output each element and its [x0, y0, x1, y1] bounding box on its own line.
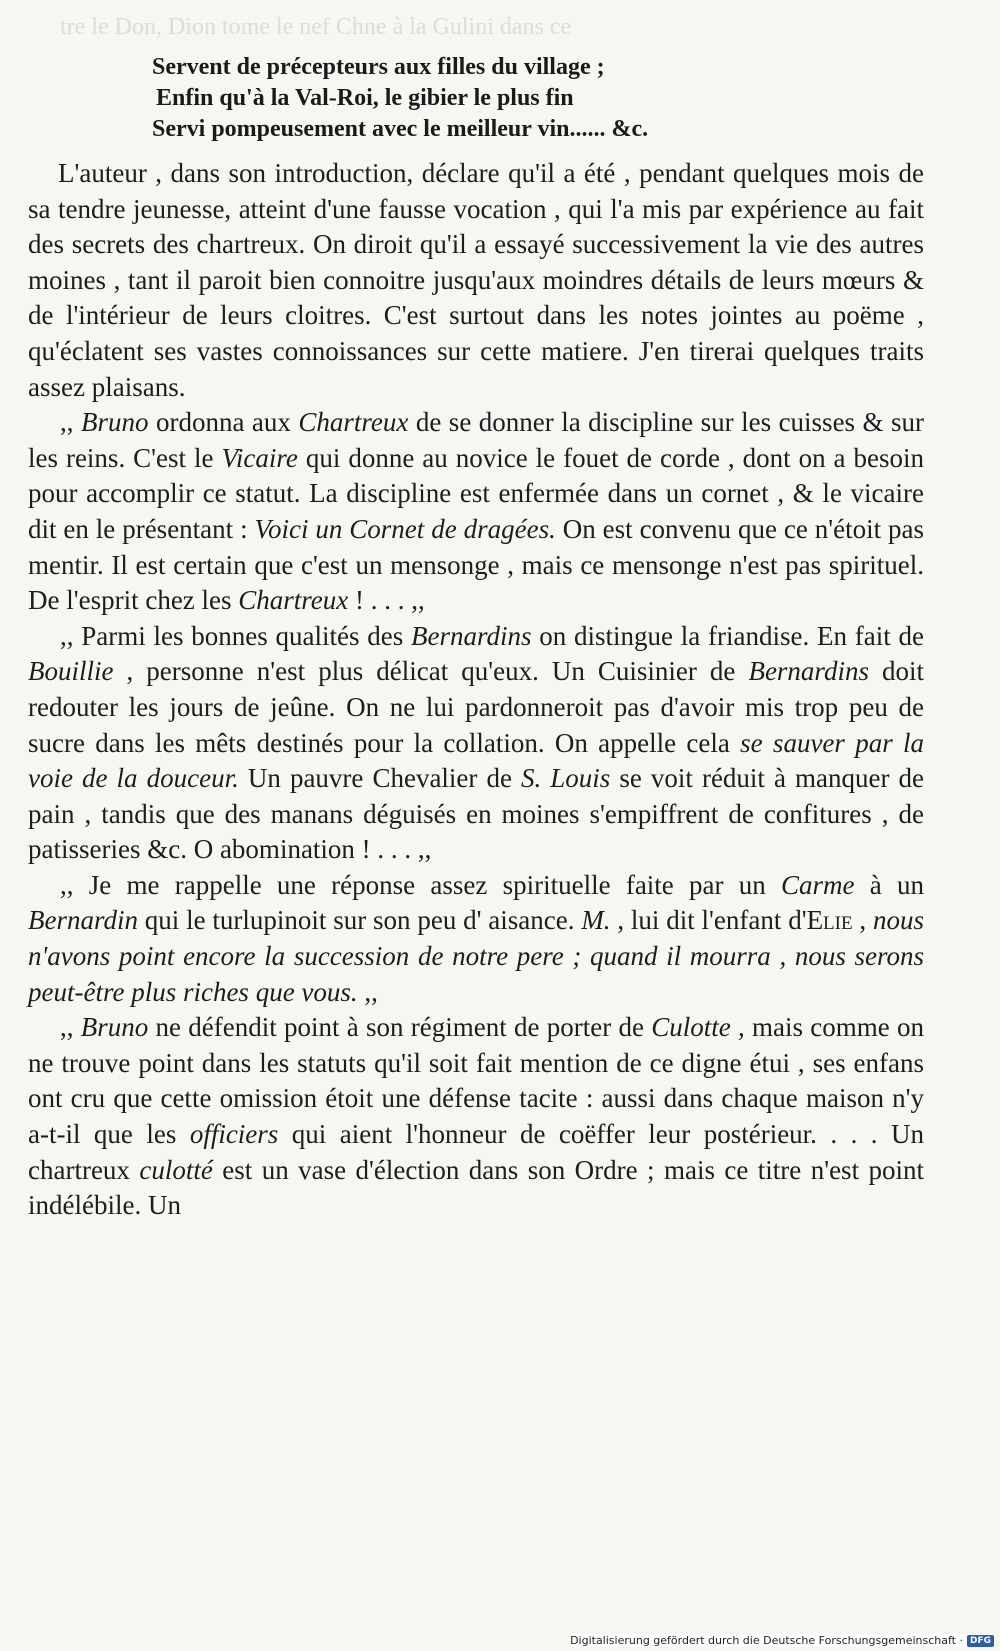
text-run: doit redouter les jours de jeûne. On ne lui pardonneroit pas d'avoir mis trop peu de sucre dans les mêts destinés pour la collation. On appelle cela — [28, 656, 924, 758]
text-run: ordonna aux — [148, 407, 299, 438]
italic-text: Bernardins — [748, 656, 869, 687]
paragraph — [28, 868, 924, 1010]
text-run: qui le turlupinoit sur son peu d' aisance. — [138, 905, 582, 936]
verse-line: Servent de précepteurs aux filles du village ; — [152, 54, 605, 80]
verse-line: Servi pompeusement avec le meilleur vin...... &c. — [152, 116, 649, 142]
digitization-credit — [570, 1634, 994, 1647]
text-run: L'auteur , dans son introduction, déclare qu'il a été , pendant quelques mois de sa tendre jeunesse, atteint d'une fausse vocation , qui l'a mis par expérience au fait des secrets des chartreux. On diroit qu'il a essayé successivement la vie des autres moines , tant il paroit bien connoitre jusqu'aux moindres détails de leurs mœurs & de l'intérieur de leurs cloitres. C'est surtout dans les notes jointes au poëme , qu'éclatent ses vastes connoissances sur cette matiere. J'en tirerai quelques traits assez plaisans. — [28, 158, 924, 402]
italic-text: Chartreux — [298, 407, 409, 438]
italic-text: Bernardin — [28, 905, 138, 936]
italic-text: Voici un Cornet de dragées. — [254, 513, 556, 544]
text-run: mais comme on ne trouve point dans les statuts qu'il soit fait mention de ce digne étui , ses enfans ont cru que cette omission étoit une défense tacite : aussi dans chaque maison n'y a-t-il que les — [28, 1012, 925, 1150]
bleed-through-text: tre le Don, Dion tome le nef Chne à la Gulini dans ce — [60, 14, 572, 40]
text-run: de se donner la discipline sur les cuisses & sur les reins. C'est le — [28, 407, 925, 473]
verse-block — [152, 52, 912, 145]
text-run: ,, Je me rappelle une réponse assez spirituelle faite par un — [60, 869, 782, 900]
text-run: ne défendit point à son régiment de porter de — [148, 1012, 652, 1043]
italic-text: Chartreux — [238, 585, 349, 616]
text-run: à un — [854, 869, 925, 900]
italic-text: Carme — [781, 869, 855, 900]
italic-text: culotté — [139, 1154, 213, 1185]
paragraph — [28, 156, 924, 405]
italic-text: officiers — [189, 1119, 279, 1150]
italic-text: Bouillie — [28, 656, 114, 687]
italic-text: Bruno — [80, 1012, 149, 1043]
italic-text: Culotte , — [651, 1012, 745, 1043]
italic-text: nous n'avons point encore la succession de notre pere ; quand il mourra , nous serons peut-être plus riches que vous. — [28, 905, 924, 1007]
text-run: , — [852, 905, 873, 936]
small-caps-text: Elie — [806, 905, 853, 936]
paragraph — [28, 619, 924, 868]
italic-text: Vicaire — [221, 442, 298, 473]
text-run: ,, — [60, 1012, 81, 1043]
text-run: est un vase d'élection dans son Ordre ; mais ce titre n'est point indélébile. Un — [28, 1154, 925, 1221]
body-text — [28, 156, 924, 1224]
text-run: ,, — [60, 407, 81, 438]
text-run: On est convenu que ce n'étoit pas mentir. Il est certain que c'est un mensonge , mais ce mensonge n'est pas spirituel. De l'esprit chez les — [28, 513, 924, 616]
text-run: , lui dit l'enfant d' — [610, 905, 807, 936]
text-run: Un pauvre Chevalier de — [238, 763, 521, 794]
credit-text: Digitalisierung gefördert durch die Deutsche Forschungsgemeinschaft · — [570, 1634, 963, 1647]
text-run: ! . . . ,, — [348, 585, 425, 616]
text-run: on distingue la friandise. En fait de — [531, 620, 924, 651]
italic-text: Bruno — [80, 407, 149, 438]
italic-text: se sauver par la voie de la douceur. — [28, 727, 924, 794]
text-run: , personne n'est plus délicat qu'eux. Un Cuisinier de — [113, 656, 749, 687]
text-run: se voit réduit à manquer de pain , tandis que des manans déguisés en moines s'empiffrent de confitures , de patisseries &c. O abomination ! . . . ,, — [28, 763, 925, 865]
text-run: qui donne au novice le fouet de corde , dont on a besoin pour accomplir ce statut. La discipline est enfermée dans un cornet , & le vicaire dit en le présentant : — [28, 442, 924, 544]
text-run: ,, — [357, 976, 378, 1007]
paragraph — [28, 1010, 924, 1224]
paragraph — [28, 405, 924, 619]
text-run: qui aient l'honneur de coëffer leur postérieur. . . . Un chartreux — [28, 1119, 924, 1185]
italic-text: M. — [581, 905, 611, 936]
italic-text: Bernardins — [411, 620, 532, 651]
dfg-logo-icon: DFG — [967, 1635, 994, 1647]
verse-line: Enfin qu'à la Val-Roi, le gibier le plus fin — [156, 85, 574, 111]
text-run: ,, Parmi les bonnes qualités des — [60, 620, 412, 651]
italic-text: S. Louis — [520, 763, 611, 794]
